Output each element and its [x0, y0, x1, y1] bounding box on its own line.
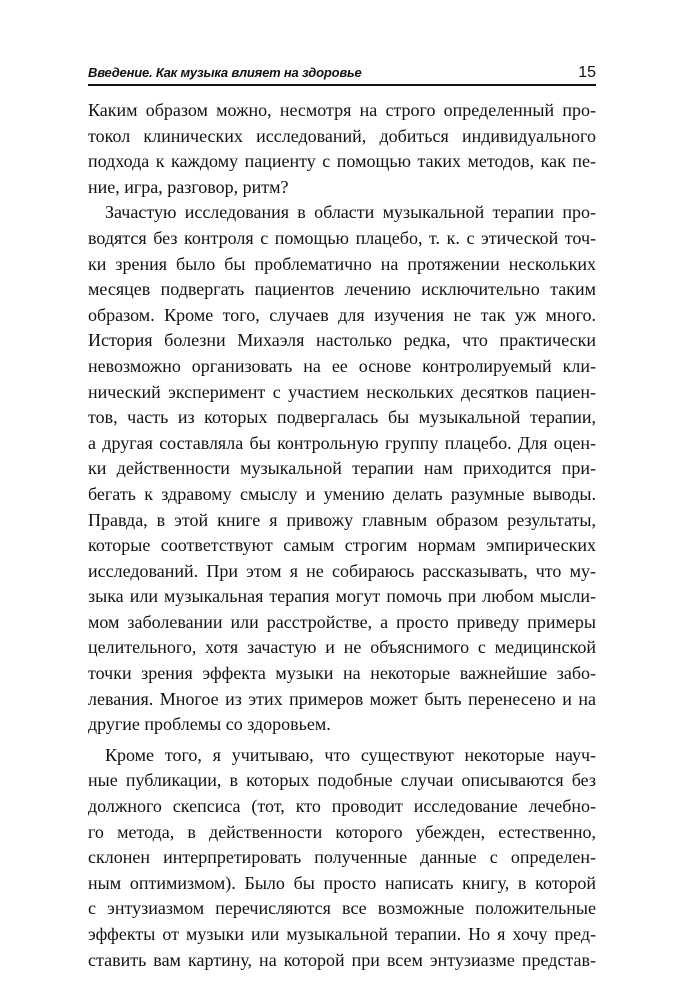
text-line: подхода к каждому пациенту с помощью таких методов, как пе- — [88, 151, 596, 172]
text-line: точки зрения эффекта музыки на некоторые важнейшие забо- — [88, 663, 596, 684]
text-line: ние, игра, разговор, ритм? — [88, 176, 289, 197]
text-line: ки действенности музыкальной терапии нам приходится при- — [88, 458, 596, 479]
text-line: склонен интерпретировать полученные данные с определен- — [88, 847, 596, 868]
paragraph-2 — [88, 200, 596, 737]
text-line: го метода, в действенности которого убежден, естественно, — [88, 821, 596, 842]
page-number: 15 — [578, 64, 596, 81]
text-line: с энтузиазмом перечисляются все возможные положительные — [88, 898, 596, 919]
text-line: образом. Кроме того, случаев для изучения не так уж много. — [88, 304, 596, 325]
text-line: другие проблемы со здоровьем. — [88, 714, 331, 735]
text-line: Каким образом можно, несмотря на строго определенный про- — [88, 100, 596, 120]
text-line: исследований. При этом я не собираюсь рассказывать, что му- — [88, 560, 596, 581]
body-text — [88, 98, 596, 973]
text-line: ным оптимизмом). Было бы просто написать книгу, в которой — [88, 872, 596, 893]
text-line: мом заболевании или расстройстве, а просто приведу примеры — [88, 611, 596, 632]
text-line: должного скепсиса (тот, кто проводит исследование лечебно- — [88, 796, 596, 817]
text-line: Зачастую исследования в области музыкальной терапии про- — [105, 202, 596, 223]
text-line: тов, часть из которых подвергалась бы музыкальной терапии, — [88, 407, 596, 428]
paragraph-1 — [88, 98, 596, 200]
text-line: которые соответствуют самым строгим нормам эмпирических — [88, 535, 596, 556]
text-line: целительного, хотя зачастую и не объяснимого с медицинской — [88, 637, 596, 658]
text-line: месяцев подвергать пациентов лечению исключительно таким — [88, 279, 596, 300]
text-line: нический эксперимент с участием нескольких десятков пациен- — [88, 381, 596, 402]
text-line: ки зрения было бы проблематично на протяжении нескольких — [88, 253, 596, 274]
text-line: левания. Многое из этих примеров может быть перенесено и на — [88, 688, 596, 709]
paragraph-3 — [88, 743, 596, 973]
text-line: эффекты от музыки или музыкальной терапии. Но я хочу пред- — [88, 924, 596, 944]
text-line: невозможно организовать на ее основе контролируемый кли- — [88, 355, 596, 376]
text-line: Правда, в этой книге я привожу главным образом результаты, — [88, 509, 596, 530]
text-line: токол клинических исследований, добиться индивидуального — [88, 125, 596, 146]
text-line: Кроме того, я учитываю, что существуют некоторые науч- — [105, 744, 596, 765]
text-line: бегать к здравому смыслу и умению делать разумные выводы. — [88, 483, 596, 504]
running-header — [88, 58, 596, 86]
text-line: ные публикации, в которых подобные случаи описываются без — [88, 770, 596, 791]
text-line: История болезни Михаэля настолько редка, что практически — [88, 330, 596, 351]
running-title: Введение. Как музыка влияет на здоровье — [88, 65, 362, 80]
text-line: а другая составляла бы контрольную группу плацебо. Для оцен- — [88, 432, 596, 453]
text-line: ставить вам картину, на которой при всем энтузиазме представ- — [88, 949, 596, 970]
text-line: зыка или музыкальная терапия могут помочь при любом мысли- — [88, 586, 596, 607]
text-line: водятся без контроля с помощью плацебо, т. к. с этической точ- — [88, 227, 596, 248]
